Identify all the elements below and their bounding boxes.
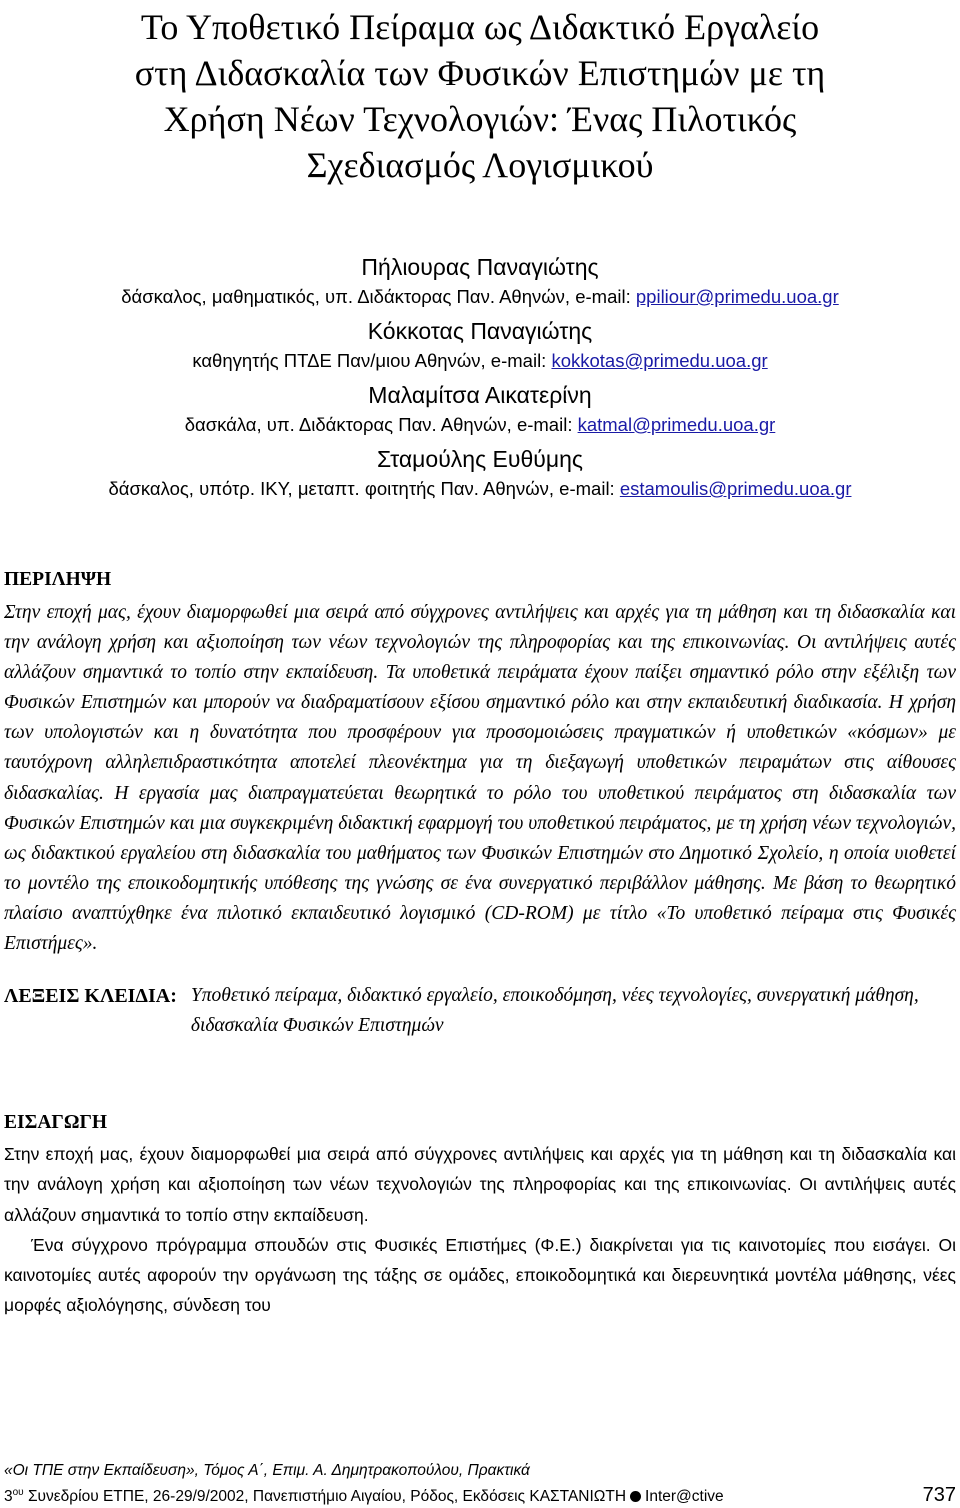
- author-affiliation: [0, 412, 960, 442]
- abstract-text: Στην εποχή μας, έχουν διαμορφωθεί μια σειρά από σύγχρονες αντιλήψεις και αρχές για τη μάθηση και τη διδασκαλία και την ανάλογη χρήση και αξιοποίηση των νέων τεχνολογιών της πληροφορίας και της επικοινωνίας. Οι αντιλήψεις αυτές αλλάζουν σημαντικά το τοπίο στην εκπαίδευση. Τα υποθετικά πειράματα έχουν παίξει σημαντικό ρόλο στην εξέλιξη των Φυσικών Επιστημών και μπορούν να διαδραματίσουν εξίσου σημαντικό ρόλο και στην εκπαιδευτική διαδικασία. Η χρήση των υπολογιστών και η δυνατότητα που προσφέρουν για προσομοιώσεις πραγματικών ή υποθετικών «κόσμων» με ταυτόχρονη αλληλεπιδραστικότητα αποτελεί πλεονέκτημα για τη διεξαγωγή υποθετικών πειραμάτων στις αίθουσες διδασκαλίας. Η εργασία μας διαπραγματεύεται θεωρητικά το ρόλο του υποθετικού πειράματος στη διδασκαλία των Φυσικών Επιστημών και μια συγκεκριμένη διδακτική εφαρμογή του υποθετικού πειράματος, με τη χρήση νέων τεχνολογιών, ως διδακτικού εργαλείου στη διδασκαλία του μαθήματος των Φυσικών Επιστημών στο Δημοτικό Σχολείο, η οποία υιοθετεί το μοντέλο της εποικοδομητικής υπόθεσης της γνώσης σε ένα συνεργατικό περιβάλλον μάθησης. Με βάση το θεωρητικό πλαίσιο αναπτύχθηκε ένα πιλοτικό εκπαιδευτικό λογισμικό (CD-ROM) με τίτλο «Το υποθετικό πείραμα στις Φυσικές Επιστήμες».: [4, 602, 956, 955]
- bullet-icon: [630, 1491, 641, 1502]
- title-line: στη Διδασκαλία των Φυσικών Επιστημών με τη: [134, 53, 826, 93]
- keywords-section: [0, 981, 960, 1041]
- introduction-body: [0, 1139, 960, 1320]
- keywords-text: Υποθετικό πείραμα, διδακτικό εργαλείο, εποικοδόμηση, νέες τεχνολογίες, συνεργατική μάθηση, διδασκαλία Φυσικών Επιστημών: [190, 985, 919, 1037]
- affiliation-text: καθηγητής ΠΤΔΕ Παν/μιου Αθηνών, e-mail:: [192, 350, 552, 371]
- email-link[interactable]: ppiliour@primedu.uoa.gr: [635, 286, 839, 307]
- email-link[interactable]: katmal@primedu.uoa.gr: [577, 414, 776, 435]
- author-affiliation: [0, 476, 960, 506]
- keywords-label: ΛΕΞΕΙΣ ΚΛΕΙΔΙΑ:: [4, 985, 177, 1008]
- paper-title: [0, 0, 960, 188]
- email-link[interactable]: estamoulis@primedu.uoa.gr: [619, 478, 852, 499]
- title-line: Χρήση Νέων Τεχνολογιών: Ένας Πιλοτικός: [163, 99, 797, 139]
- introduction-paragraph: Στην εποχή μας, έχουν διαμορφωθεί μια σειρά από σύγχρονες αντιλήψεις και αρχές για τη μάθηση και τη διδασκαλία και την ανάλογη χρήση και αξιοποίηση των νέων τεχνολογιών της πληροφορίας και της επικοινωνίας. Οι αντιλήψεις αυτές αλλάζουν σημαντικά το τοπίο στην εκπαίδευση.: [4, 1144, 956, 1225]
- author-block: [0, 378, 960, 442]
- page-number: 737: [922, 1484, 956, 1507]
- footer-brand: Inter@ctive: [645, 1488, 724, 1506]
- author-affiliation: [0, 348, 960, 378]
- footer-citation: «Οι ΤΠΕ στην Εκπαίδευση», Τόμος Α΄, Επιμ. Α. Δημητρακοπούλου, Πρακτικά: [4, 1462, 530, 1479]
- author-name: Σταμούλης Ευθύμης: [377, 446, 583, 472]
- affiliation-text: δάσκαλος, μαθηματικός, υπ. Διδάκτορας Παν. Αθηνών, e-mail:: [121, 286, 636, 307]
- author-name: Πήλιουρας Παναγιώτης: [361, 254, 599, 280]
- affiliation-text: δάσκαλος, υπότρ. ΙΚΥ, μεταπτ. φοιτητής Παν. Αθηνών, e-mail:: [108, 478, 620, 499]
- introduction-paragraph: Ένα σύγχρονο πρόγραμμα σπουδών στις Φυσικές Επιστήμες (Φ.Ε.) διακρίνεται για τις καινοτομίες που εισάγει. Οι καινοτομίες αυτές αφορούν την οργάνωση της τάξης σε ομάδες, εποικοδομητικά και διερευνητικά μοντέλα μάθησης, νέες μορφές αξιολόγησης, σύνδεση του: [4, 1234, 956, 1316]
- email-link[interactable]: kokkotas@primedu.uoa.gr: [551, 350, 768, 371]
- title-line: Σχεδιασμός Λογισμικού: [306, 145, 654, 185]
- footer-conference: [4, 1482, 956, 1508]
- author-affiliation: [0, 284, 960, 314]
- abstract-heading: ΠΕΡΙΛΗΨΗ: [4, 569, 112, 590]
- title-line: Το Υποθετικό Πείραμα ως Διδακτικό Εργαλείο: [140, 7, 820, 47]
- author-block: [0, 442, 960, 506]
- author-name: Κόκκοτας Παναγιώτης: [367, 318, 593, 344]
- affiliation-text: δασκάλα, υπ. Διδάκτορας Παν. Αθηνών, e-mail:: [184, 414, 578, 435]
- footer-conference-text: [4, 1482, 724, 1508]
- footer-ordinal: 3: [4, 1488, 13, 1506]
- footer-ordinal-suffix: ου: [12, 1487, 24, 1498]
- author-list: [0, 250, 960, 506]
- author-name: Μαλαμίτσα Αικατερίνη: [368, 382, 592, 408]
- page-footer: [4, 1460, 956, 1508]
- author-block: [0, 250, 960, 314]
- footer-conference-details: Συνεδρίου ΕΤΠΕ, 26-29/9/2002, Πανεπιστήμιο Αιγαίου, Ρόδος, Εκδόσεις ΚΑΣΤΑΝΙΩΤΗ: [23, 1488, 627, 1506]
- author-block: [0, 314, 960, 378]
- introduction-heading: ΕΙΣΑΓΩΓΗ: [4, 1112, 108, 1134]
